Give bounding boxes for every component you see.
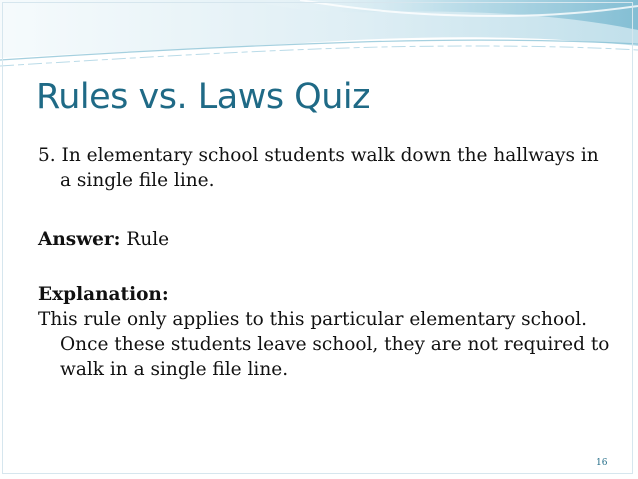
explanation-label: Explanation: <box>38 284 169 305</box>
answer-value: Rule <box>126 229 170 250</box>
answer-line <box>38 227 613 252</box>
slide-body <box>38 143 613 382</box>
slide-title: Rules vs. Laws Quiz <box>36 77 371 117</box>
page-number: 16 <box>596 458 608 468</box>
quiz-question: 5. In elementary school students walk down the hallways in a single file line. <box>38 145 599 191</box>
explanation-text: This rule only applies to this particular elementary school. Once these students leave school, they are not required to walk in a single file line. <box>38 309 610 380</box>
answer-label: Answer: <box>38 229 121 250</box>
header-wave-decoration <box>0 0 638 80</box>
